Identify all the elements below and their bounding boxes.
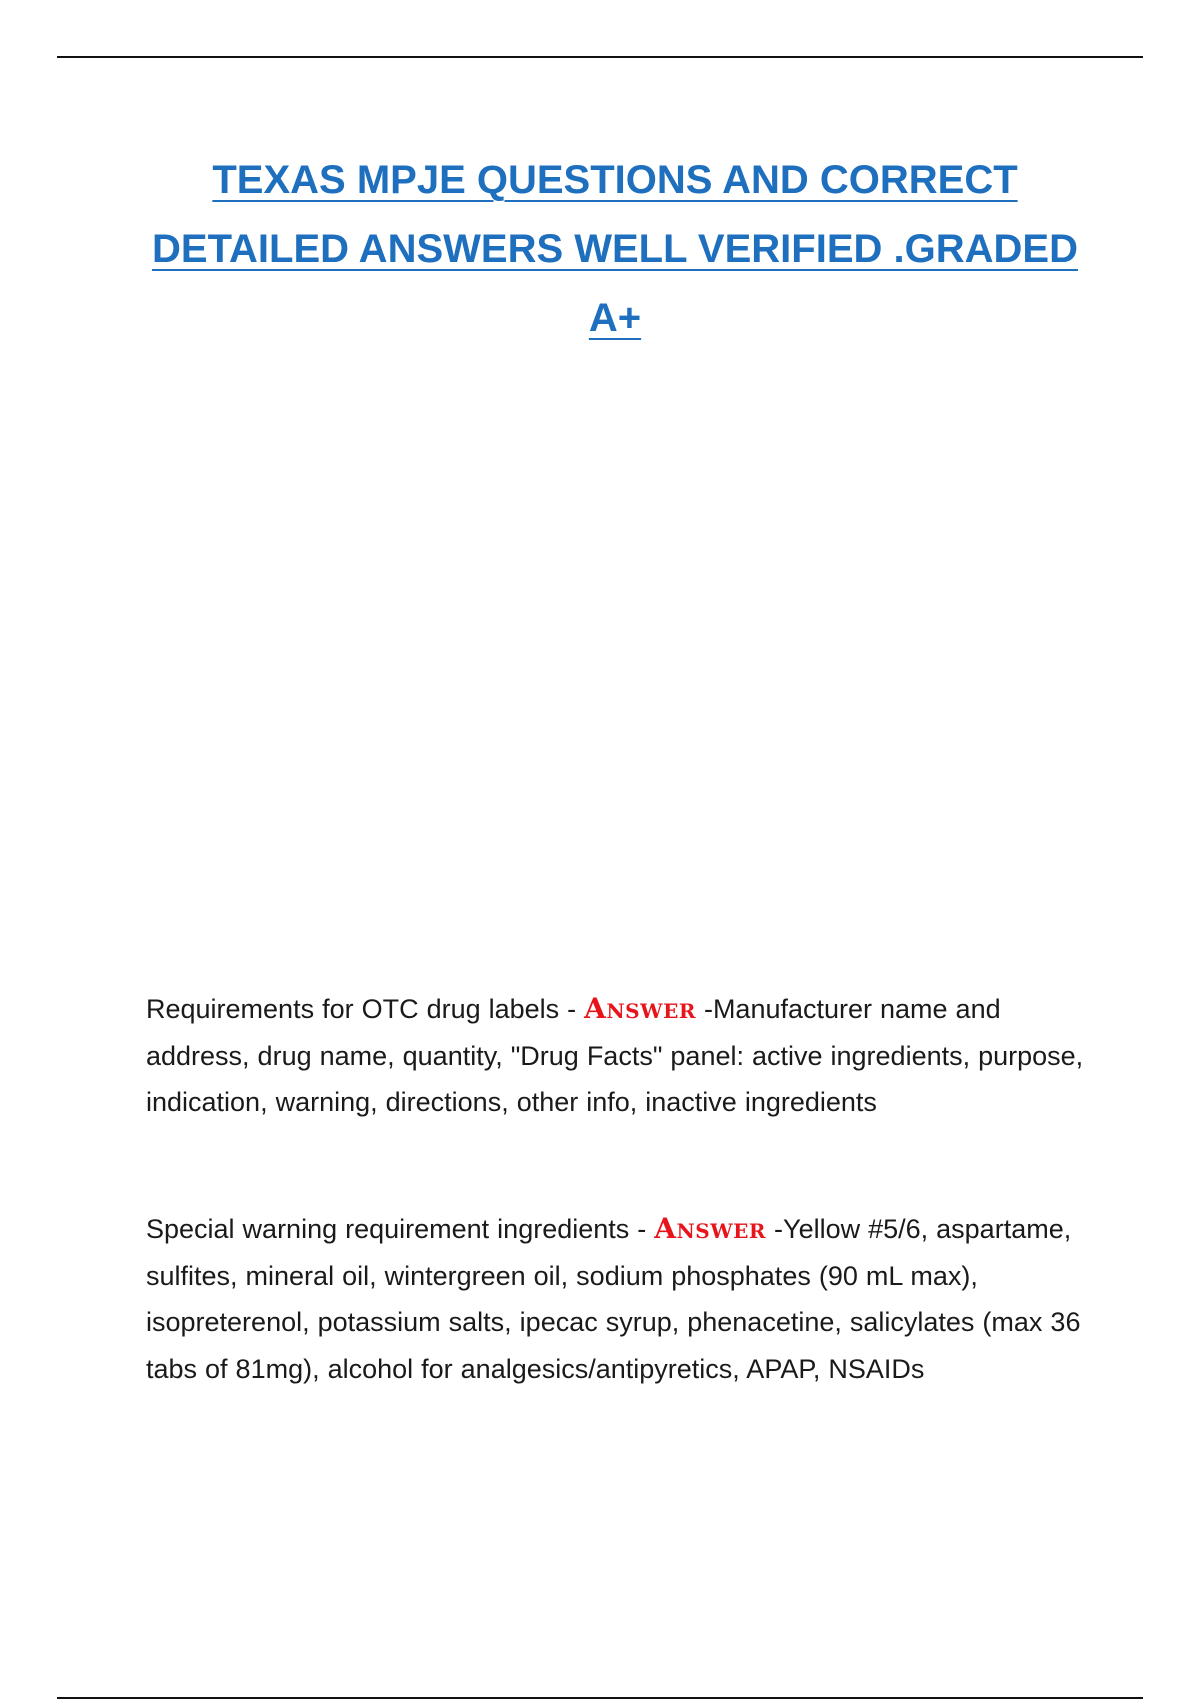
answer-label: Answer [654, 1212, 767, 1245]
qa-item [146, 1206, 1086, 1392]
document-title: TEXAS MPJE QUESTIONS AND CORRECT DETAILED ANSWERS WELL VERIFIED .GRADED A+ [152, 158, 1078, 340]
bottom-divider [57, 1697, 1143, 1699]
qa-item [146, 986, 1086, 1126]
answer-text: -Manufacturer name and address, drug name, quantity, "Drug Facts" panel: active ingredients, purpose, indication, warning, directions, other info, inactive ingredients [146, 994, 1084, 1117]
question-text: Requirements for OTC drug labels - [146, 994, 585, 1024]
top-divider [57, 56, 1143, 58]
question-text: Special warning requirement ingredients - [146, 1214, 655, 1244]
answer-text: -Yellow #5/6, aspartame, sulfites, mineral oil, wintergreen oil, sodium phosphates (90 mL max), isopreterenol, potassium salts, ipecac syrup, phenacetine, salicylates (max 36 tabs of 81mg), alcohol for analgesics/antipyretics, APAP, NSAIDs [146, 1214, 1081, 1384]
answer-label: Answer [584, 992, 696, 1025]
